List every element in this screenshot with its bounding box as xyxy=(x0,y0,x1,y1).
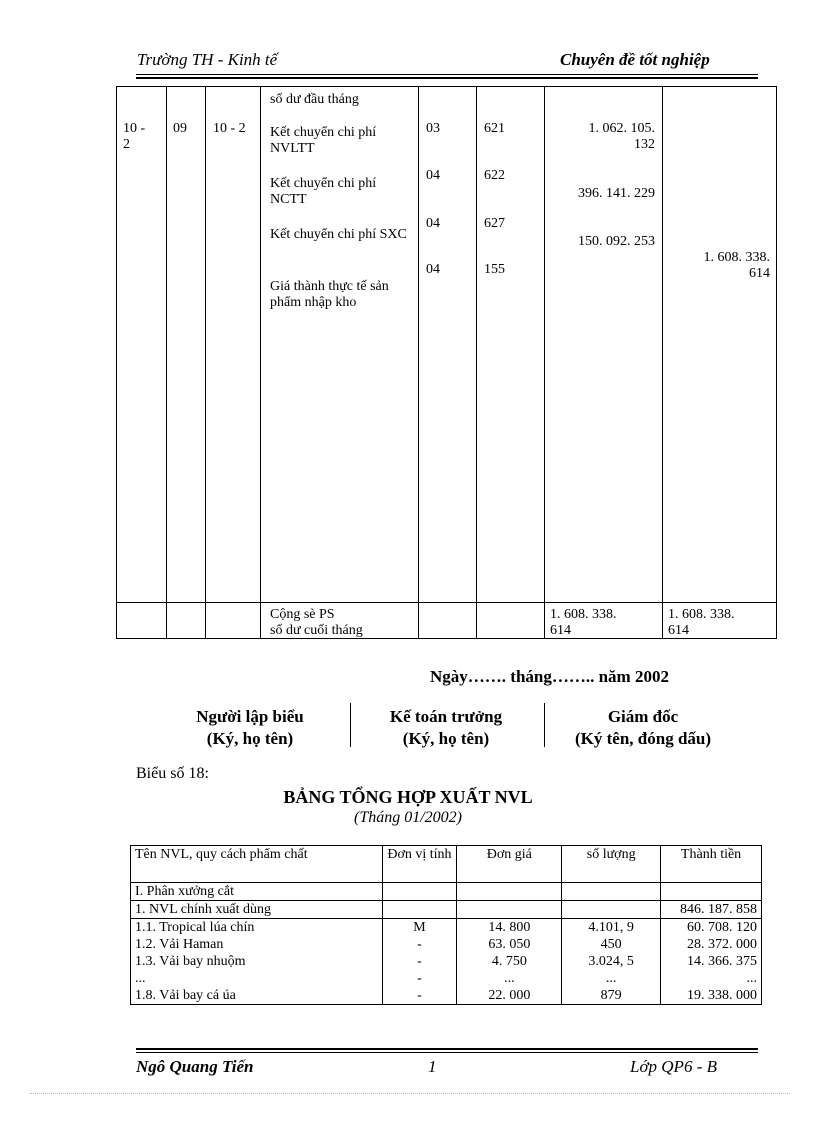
cell-unit: M xyxy=(382,919,457,937)
header-school: Trường TH - Kinh tế xyxy=(137,50,278,69)
signature-role: Kế toán trưởng xyxy=(389,707,503,726)
footer-rule-thick xyxy=(136,1048,758,1050)
cell-unit: - xyxy=(382,970,457,987)
cell-name: 1.1. Tropical lúa chín xyxy=(131,919,383,937)
entry-debit: 150. 092. 253 xyxy=(578,234,655,249)
cell-unit: - xyxy=(382,953,457,970)
cell-name: 1.8. Vải bay cá úa xyxy=(131,987,383,1005)
cell-amount: 28. 372. 000 xyxy=(661,936,762,953)
cell-amount: 846. 187. 858 xyxy=(661,901,762,919)
summary-header-row xyxy=(131,846,762,883)
header-rule xyxy=(136,74,758,75)
cell-name: ... xyxy=(131,970,383,987)
footer-author: Ngô Quang Tiến xyxy=(136,1057,254,1076)
cell-unit: - xyxy=(382,987,457,1005)
entry-desc: Kết chuyển chi phí NCTT xyxy=(270,176,377,207)
col-header: số lượng xyxy=(562,846,661,883)
signature-separator xyxy=(350,703,351,747)
entry-account: 621 xyxy=(484,121,505,136)
entry-account: 622 xyxy=(484,168,505,183)
cell-qty: 450 xyxy=(562,936,661,953)
cell-qty: 879 xyxy=(562,987,661,1005)
cell-unit xyxy=(382,901,457,919)
header-topic: Chuyên đề tốt nghiệp xyxy=(560,50,710,69)
entry-desc: Kết chuyển chi phí SXC xyxy=(270,227,407,242)
cell-price: 14. 800 xyxy=(457,919,562,937)
cell-name: 1.3. Vải bay nhuộm xyxy=(131,953,383,970)
cell-price xyxy=(457,901,562,919)
col-header: Thành tiền xyxy=(661,846,762,883)
signature-director xyxy=(548,706,738,750)
entry-desc: Giá thành thực tế sản phẩm nhập kho xyxy=(270,279,389,310)
cell-qty xyxy=(562,901,661,919)
cell-amount: 19. 338. 000 xyxy=(661,987,762,1005)
date-line: Ngày……. tháng…….. năm 2002 xyxy=(430,667,669,686)
entry-code: 03 xyxy=(426,121,440,136)
table-row xyxy=(131,953,762,970)
ledger-voucher-no: 09 xyxy=(173,121,187,136)
cell-price: 4. 750 xyxy=(457,953,562,970)
table-row xyxy=(131,901,762,919)
entry-desc: Kết chuyển chi phí NVLTT xyxy=(270,125,377,156)
entry-debit: 396. 141. 229 xyxy=(578,186,655,201)
ledger-voucher-date: 10 - 2 xyxy=(213,121,246,136)
cell-amount: 14. 366. 375 xyxy=(661,953,762,970)
table-row xyxy=(131,919,762,937)
cell-price xyxy=(457,883,562,901)
col-header: Đơn giá xyxy=(457,846,562,883)
ledger-total-credit: 1. 608. 338. 614 xyxy=(668,607,735,638)
col-header: Đơn vị tính xyxy=(382,846,457,883)
entry-account: 627 xyxy=(484,216,505,231)
entry-code: 04 xyxy=(426,168,440,183)
page-edge-line xyxy=(30,1093,790,1094)
cell-name: I. Phân xưởng cắt xyxy=(131,883,383,901)
ledger-opening-label: số dư đầu tháng xyxy=(270,92,359,107)
entry-debit: 1. 062. 105. 132 xyxy=(588,121,655,152)
entry-credit: 1. 608. 338. 614 xyxy=(703,250,770,281)
signature-separator xyxy=(544,703,545,747)
signature-note: (Ký, họ tên) xyxy=(206,729,294,748)
cell-name: 1. NVL chính xuất dùng xyxy=(131,901,383,919)
table-row xyxy=(131,987,762,1005)
header-rule-thick xyxy=(136,77,758,79)
entry-account: 155 xyxy=(484,262,505,277)
bieu-subtitle: (Tháng 01/2002) xyxy=(354,809,462,826)
ledger-total-debit: 1. 608. 338. 614 xyxy=(550,607,617,638)
signature-preparer xyxy=(160,706,340,750)
cell-amount: ... xyxy=(661,970,762,987)
cell-price: 63. 050 xyxy=(457,936,562,953)
entry-code: 04 xyxy=(426,216,440,231)
ledger-date: 10 - 2 xyxy=(123,121,146,152)
col-header: Tên NVL, quy cách phẩm chất xyxy=(131,846,383,883)
cell-name: 1.2. Vải Haman xyxy=(131,936,383,953)
bieu-title: BẢNG TỔNG HỢP XUẤT NVL xyxy=(283,787,533,807)
cell-unit: - xyxy=(382,936,457,953)
signature-note: (Ký, họ tên) xyxy=(402,729,490,748)
footer-rule xyxy=(136,1052,758,1053)
cell-amount: 60. 708. 120 xyxy=(661,919,762,937)
cell-qty: ... xyxy=(562,970,661,987)
cell-amount xyxy=(661,883,762,901)
ledger-total-label: Cộng sè PS số dư cuối tháng xyxy=(270,607,363,638)
entry-code: 04 xyxy=(426,262,440,277)
bieu-label: Biểu số 18: xyxy=(136,765,209,782)
cell-price: 22. 000 xyxy=(457,987,562,1005)
table-row xyxy=(131,883,762,901)
signature-role: Giám đốc xyxy=(607,707,679,726)
footer-class: Lớp QP6 - B xyxy=(630,1057,717,1076)
signature-chief-accountant xyxy=(355,706,537,750)
cell-qty xyxy=(562,883,661,901)
cell-qty: 3.024, 5 xyxy=(562,953,661,970)
cell-price: ... xyxy=(457,970,562,987)
footer-page-number: 1 xyxy=(428,1057,437,1076)
table-row xyxy=(131,936,762,953)
table-row xyxy=(131,970,762,987)
summary-table xyxy=(130,845,762,1005)
ledger-table xyxy=(116,86,777,639)
cell-unit xyxy=(382,883,457,901)
signature-role: Người lập biểu xyxy=(196,707,304,726)
cell-qty: 4.101, 9 xyxy=(562,919,661,937)
signature-note: (Ký tên, đóng dấu) xyxy=(574,729,712,748)
